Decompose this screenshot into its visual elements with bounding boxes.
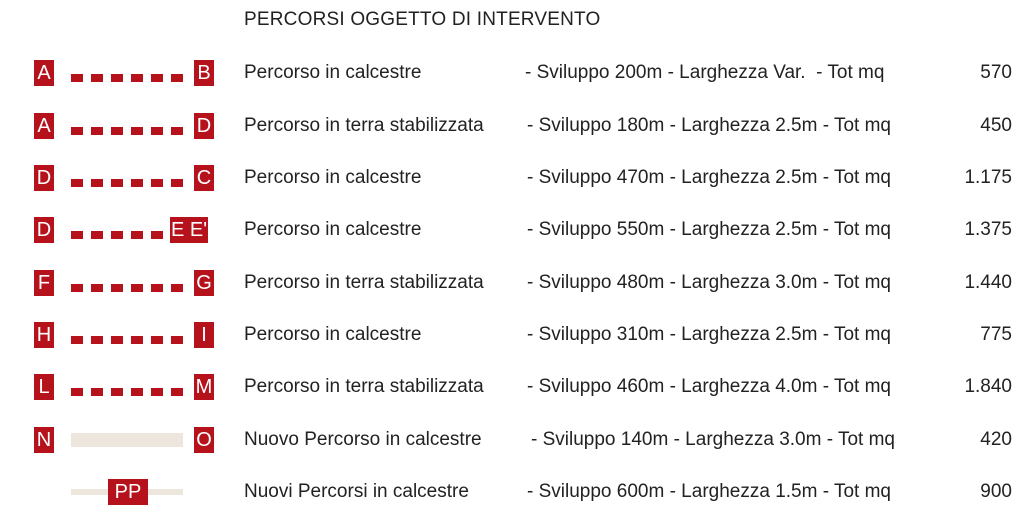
dash-segment bbox=[171, 179, 183, 187]
end-point-badge: D bbox=[194, 113, 214, 139]
dash-segment bbox=[131, 388, 143, 396]
dashed-path-line bbox=[71, 122, 183, 130]
dash-segment bbox=[171, 336, 183, 344]
dash-segment bbox=[171, 284, 183, 292]
total-area-value: 450 bbox=[980, 115, 1012, 136]
legend-row bbox=[0, 320, 1024, 350]
start-point-badge: N bbox=[34, 427, 54, 453]
new-path-line bbox=[71, 433, 183, 447]
dash-segment bbox=[151, 179, 163, 187]
path-specification: - Sviluppo 470m - Larghezza 2.5m - Tot mq bbox=[527, 167, 891, 188]
legend-row bbox=[0, 111, 1024, 141]
dashed-path-line bbox=[71, 226, 167, 234]
path-code-badge: PP bbox=[108, 479, 148, 505]
path-description: Nuovi Percorsi in calcestre bbox=[244, 481, 469, 502]
start-point-badge: D bbox=[34, 217, 54, 243]
dash-segment bbox=[91, 284, 103, 292]
path-specification: - Sviluppo 200m - Larghezza Var. - Tot mq bbox=[525, 62, 885, 83]
total-area-value: 420 bbox=[980, 429, 1012, 450]
legend-row bbox=[0, 477, 1024, 507]
dashed-path-line bbox=[71, 383, 183, 391]
total-area-value: 1.175 bbox=[964, 167, 1012, 188]
dash-segment bbox=[111, 388, 123, 396]
dash-segment bbox=[91, 127, 103, 135]
path-description: Nuovo Percorso in calcestre bbox=[244, 429, 482, 450]
path-description: Percorso in calcestre bbox=[244, 62, 422, 83]
legend-row bbox=[0, 268, 1024, 298]
total-area-value: 900 bbox=[980, 481, 1012, 502]
end-point-badge: M bbox=[195, 376, 213, 398]
dash-segment bbox=[131, 179, 143, 187]
path-description: Percorso in terra stabilizzata bbox=[244, 376, 484, 397]
dash-segment bbox=[111, 179, 123, 187]
dash-segment bbox=[71, 284, 83, 292]
dash-segment bbox=[111, 231, 123, 239]
end-point-badge: B bbox=[194, 60, 214, 86]
dash-segment bbox=[171, 74, 183, 82]
legend-row bbox=[0, 163, 1024, 193]
path-specification: - Sviluppo 600m - Larghezza 1.5m - Tot mq bbox=[527, 481, 891, 502]
dash-segment bbox=[171, 127, 183, 135]
dash-segment bbox=[151, 74, 163, 82]
dash-segment bbox=[131, 74, 143, 82]
dash-segment bbox=[91, 179, 103, 187]
dash-segment bbox=[151, 231, 163, 239]
start-point-badge: H bbox=[34, 322, 54, 348]
start-point-badge: D bbox=[34, 165, 54, 191]
dash-segment bbox=[91, 231, 103, 239]
dash-segment bbox=[131, 336, 143, 344]
legend-row bbox=[0, 425, 1024, 455]
dash-segment bbox=[71, 74, 83, 82]
dash-segment bbox=[71, 231, 83, 239]
dash-segment bbox=[111, 284, 123, 292]
total-area-value: 1.375 bbox=[964, 219, 1012, 240]
end-point-badge: C bbox=[194, 165, 214, 191]
dash-segment bbox=[131, 231, 143, 239]
legend-row bbox=[0, 215, 1024, 245]
dash-segment bbox=[71, 179, 83, 187]
dash-segment bbox=[111, 127, 123, 135]
path-description: Percorso in terra stabilizzata bbox=[244, 272, 484, 293]
dash-segment bbox=[131, 284, 143, 292]
legend-title: PERCORSI OGGETTO DI INTERVENTO bbox=[244, 9, 601, 30]
path-specification: - Sviluppo 140m - Larghezza 3.0m - Tot mq bbox=[531, 429, 895, 450]
dash-segment bbox=[171, 388, 183, 396]
dash-segment bbox=[151, 284, 163, 292]
total-area-value: 1.440 bbox=[964, 272, 1012, 293]
end-point-badge: I bbox=[194, 322, 214, 348]
dash-segment bbox=[71, 336, 83, 344]
legend-row bbox=[0, 58, 1024, 88]
dash-segment bbox=[71, 127, 83, 135]
start-point-badge: A bbox=[34, 60, 54, 86]
path-description: Percorso in calcestre bbox=[244, 324, 422, 345]
dashed-path-line bbox=[71, 279, 183, 287]
dashed-path-line bbox=[71, 174, 183, 182]
path-specification: - Sviluppo 180m - Larghezza 2.5m - Tot mq bbox=[527, 115, 891, 136]
start-point-badge: L bbox=[34, 374, 54, 400]
legend-row bbox=[0, 372, 1024, 402]
dash-segment bbox=[151, 127, 163, 135]
total-area-value: 775 bbox=[980, 324, 1012, 345]
dash-segment bbox=[71, 388, 83, 396]
dash-segment bbox=[111, 74, 123, 82]
total-area-value: 1.840 bbox=[964, 376, 1012, 397]
path-specification: - Sviluppo 480m - Larghezza 3.0m - Tot mq bbox=[527, 272, 891, 293]
dashed-path-line bbox=[71, 331, 183, 339]
path-specification: - Sviluppo 550m - Larghezza 2.5m - Tot mq bbox=[527, 219, 891, 240]
path-description: Percorso in terra stabilizzata bbox=[244, 115, 484, 136]
dash-segment bbox=[151, 388, 163, 396]
dash-segment bbox=[111, 336, 123, 344]
dash-segment bbox=[91, 336, 103, 344]
dash-segment bbox=[91, 74, 103, 82]
path-specification: - Sviluppo 460m - Larghezza 4.0m - Tot mq bbox=[527, 376, 891, 397]
path-description: Percorso in calcestre bbox=[244, 167, 422, 188]
start-point-badge: A bbox=[34, 113, 54, 139]
end-point-badge: G bbox=[194, 270, 214, 296]
total-area-value: 570 bbox=[980, 62, 1012, 83]
end-point-badge: E E' bbox=[171, 219, 208, 241]
dashed-path-line bbox=[71, 69, 183, 77]
dash-segment bbox=[131, 127, 143, 135]
dash-segment bbox=[91, 388, 103, 396]
dash-segment bbox=[151, 336, 163, 344]
end-point-badge: O bbox=[194, 427, 214, 453]
path-description: Percorso in calcestre bbox=[244, 219, 422, 240]
path-specification: - Sviluppo 310m - Larghezza 2.5m - Tot mq bbox=[527, 324, 891, 345]
start-point-badge: F bbox=[34, 270, 54, 296]
